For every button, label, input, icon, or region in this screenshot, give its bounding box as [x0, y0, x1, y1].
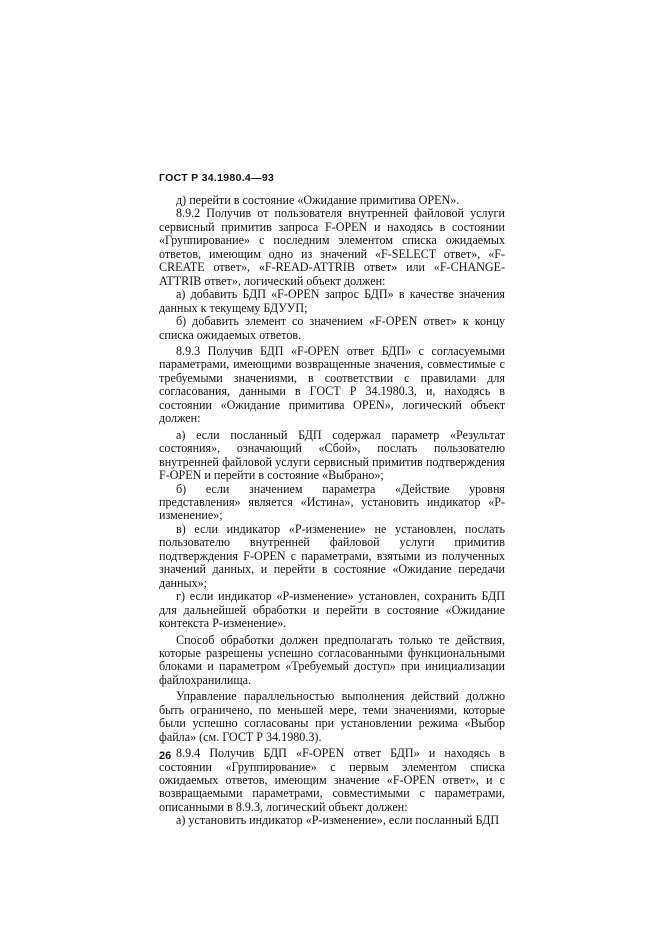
document-header: ГОСТ Р 34.1980.4—93	[159, 172, 275, 184]
paragraph-item-v: в) если индикатор «Р-изменение» не установлен, послать пользователю внутренней файловой услуги примитив подтверждения F-OPEN с параметрами, взятыми из полученных значений данных, и перейти в состояние «Ожидание передачи данных»;	[159, 521, 505, 590]
paragraph-8-9-3: 8.9.3 Получив БДП «F-OPEN ответ БДП» с согласуемыми параметрами, имеющими возвращенные значения, совместимые с требуемыми значениями, в соответствии с правилами для согласования, данными в ГОСТ Р 34.1980.3, и, находясь в состоянии «Ожидание примитива OPEN», логический объект должен:	[159, 343, 505, 426]
page-number: 26	[159, 750, 172, 762]
paragraph-item-d: д) перейти в состояние «Ожидание примитива OPEN».	[176, 193, 460, 207]
paragraph-item-a: а) установить индикатор «Р-изменение», если посланный БДП	[176, 813, 500, 828]
paragraph-item-b: б) добавить элемент со значением «F-OPEN ответ» к концу списка ожидаемых ответов.	[159, 314, 505, 342]
paragraph-item-b: б) если значением параметра «Действие уровня представления» является «Истина», установить индикатор «Р-изменение»;	[159, 481, 505, 523]
paragraph-processing-method: Способ обработки должен предполагать только те действия, которые разрешены успешно согласованными функциональными блоками и параметром «Требуемый доступ» при инициализации файлохранилища.	[159, 632, 505, 687]
paragraph-item-g: г) если индикатор «Р-изменение» установлен, сохранить БДП для дальнейшей обработки и перейти в состояние «Ожидание контекста Р-изменение».	[159, 589, 505, 631]
paragraph-8-9-2: 8.9.2 Получив от пользователя внутренней файловой услуги сервисный примитив запроса F-OPEN и находясь в состоянии «Группирование» с последним элементом списка ожидаемых ответов, имеющим одно из значений «F-SELECT ответ», «F-CREATE ответ», «F-READ-ATTRIB ответ» или «F-CHANGE-ATTRIB ответ», логический объект должен:	[159, 206, 505, 288]
paragraph-concurrency-control: Управление параллельностью выполнения действий должно быть ограничено, по меньшей мере, теми значениями, которые были успешно согласованы при установлении режима «Выбор файла» (см. ГОСТ Р 34.1980.3).	[159, 689, 505, 744]
paragraph-8-9-4: 8.9.4 Получив БДП «F-OPEN ответ БДП» и находясь в состоянии «Группирование» с первым элементом списка ожидаемых ответов, имеющим значение «F-OPEN ответ», и с возвращаемыми параметрами, совместимыми с параметрами, описанными в 8.9.3, логический объект должен:	[159, 746, 505, 814]
paragraph-item-a: а) если посланный БДП содержал параметр «Результат состояния», означающий «Сбой», послать пользователю внутренней файловой услуги сервисный примитив подтверждения F-OPEN и перейти в состояние «Выбрано»;	[159, 427, 505, 483]
document-body	[159, 194, 505, 828]
paragraph-item-a: а) добавить БДП «F-OPEN запрос БДП» в качестве значения данных к текущему БДУУП;	[159, 287, 505, 315]
